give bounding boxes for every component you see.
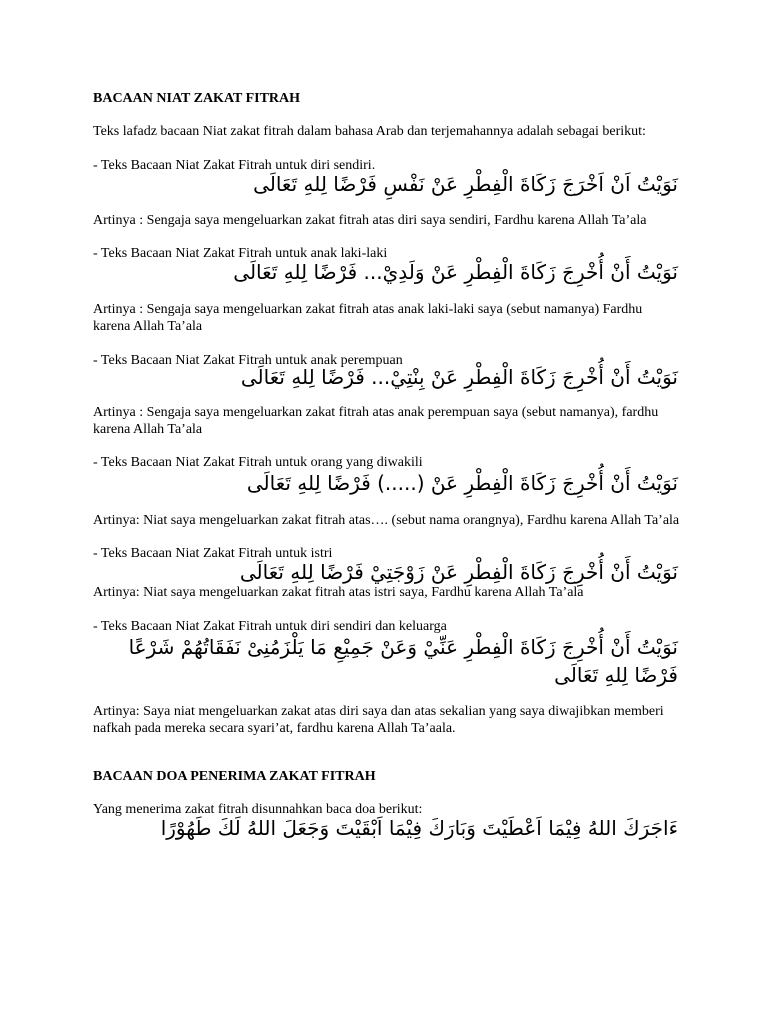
intro-paragraph: Teks lafadz bacaan Niat zakat fitrah dalam bahasa Arab dan terjemahannya adalah sebagai berikut: xyxy=(93,124,646,139)
meaning-istri: Artinya: Niat saya mengeluarkan zakat fitrah atas istri saya, Fardhu karena Allah Ta’ala xyxy=(93,585,584,600)
meaning-anak-laki-laki: Artinya : Sengaja saya mengeluarkan zakat fitrah atas anak laki-laki saya (sebut namanya) Fardhu karena Allah Ta’ala xyxy=(93,302,643,334)
arabic-niat-anak-laki-laki: نَوَيْتُ أَنْ أُخْرِجَ زَكَاةَ الْفِطْرِ عَنْ وَلَدِيْ... فَرْضًا لِلهِ تَعَالَى xyxy=(233,260,678,284)
arabic-doa-penerima: ءَاجَرَكَ اللهُ فِيْمَا اَعْطَيْتَ وَبَارَكَ فِيْمَا اَبْقَيْتَ وَجَعَلَ اللهُ لَكَ طَهُوْرًا xyxy=(160,816,678,840)
arabic-niat-diri-sendiri: نَوَيْتُ اَنْ اَخْرَجَ زَكَاةَ الْفِطْرِ عَنْ نَفْسِ فَرْضًا لِلهِ تَعَالَى xyxy=(253,172,678,196)
arabic-niat-istri: نَوَيْتُ أَنْ أُخْرِجَ زَكَاةَ الْفِطْرِ عَنْ زَوْجَتِيْ فَرْضًا لِلهِ تَعَالَى xyxy=(239,560,678,584)
item-label-anak-perempuan: - Teks Bacaan Niat Zakat Fitrah untuk anak perempuan xyxy=(93,353,403,368)
section-heading-doa: BACAAN DOA PENERIMA ZAKAT FITRAH xyxy=(93,769,376,784)
item-label-diri-dan-keluarga: - Teks Bacaan Niat Zakat Fitrah untuk diri sendiri dan keluarga xyxy=(93,619,447,634)
item-label-diri-sendiri: - Teks Bacaan Niat Zakat Fitrah untuk diri sendiri. xyxy=(93,158,376,173)
section-heading-niat: BACAAN NIAT ZAKAT FITRAH xyxy=(93,91,301,106)
meaning-anak-perempuan: Artinya : Sengaja saya mengeluarkan zakat fitrah atas anak perempuan saya (sebut namanya), fardhu karena Allah Ta’ala xyxy=(93,405,659,437)
item-label-istri: - Teks Bacaan Niat Zakat Fitrah untuk istri xyxy=(93,546,333,561)
item-label-anak-laki-laki: - Teks Bacaan Niat Zakat Fitrah untuk anak laki-laki xyxy=(93,246,388,261)
document-page xyxy=(93,90,683,840)
meaning-orang-diwakili: Artinya: Niat saya mengeluarkan zakat fitrah atas…. (sebut nama orangnya), Fardhu karena Allah Ta’ala xyxy=(93,513,680,528)
meaning-diri-dan-keluarga: Artinya: Saya niat mengeluarkan zakat atas diri saya dan atas sekalian yang saya diwajibkan memberi nafkah pada mereka secara syari’at, fardhu karena Allah Ta’aala. xyxy=(93,704,664,736)
arabic-niat-orang-diwakili: نَوَيْتُ أَنْ أُخْرِجَ زَكَاةَ الْفِطْرِ عَنْ (.....) فَرْضًا لِلهِ تَعَالَى xyxy=(246,471,678,495)
item-label-orang-diwakili: - Teks Bacaan Niat Zakat Fitrah untuk orang yang diwakili xyxy=(93,455,423,470)
arabic-niat-diri-dan-keluarga: نَوَيْتُ أَنْ أُخْرِجَ زَكَاةَ الْفِطْرِ عَنِّيْ وَعَنْ جَمِيْعِ مَا يَلْزَمُنِىْ نَفَقَاتُهُمْ شَرْعًا فَرْضًا لِلهِ تَعَالَى xyxy=(128,635,678,687)
doa-intro: Yang menerima zakat fitrah disunnahkan baca doa berikut: xyxy=(93,802,423,817)
arabic-niat-anak-perempuan: نَوَيْتُ أَنْ أُخْرِجَ زَكَاةَ الْفِطْرِ عَنْ بِنْتِيْ... فَرْضًا لِلهِ تَعَالَى xyxy=(240,365,678,389)
meaning-diri-sendiri: Artinya : Sengaja saya mengeluarkan zakat fitrah atas diri saya sendiri, Fardhu karena Allah Ta’ala xyxy=(93,213,647,228)
